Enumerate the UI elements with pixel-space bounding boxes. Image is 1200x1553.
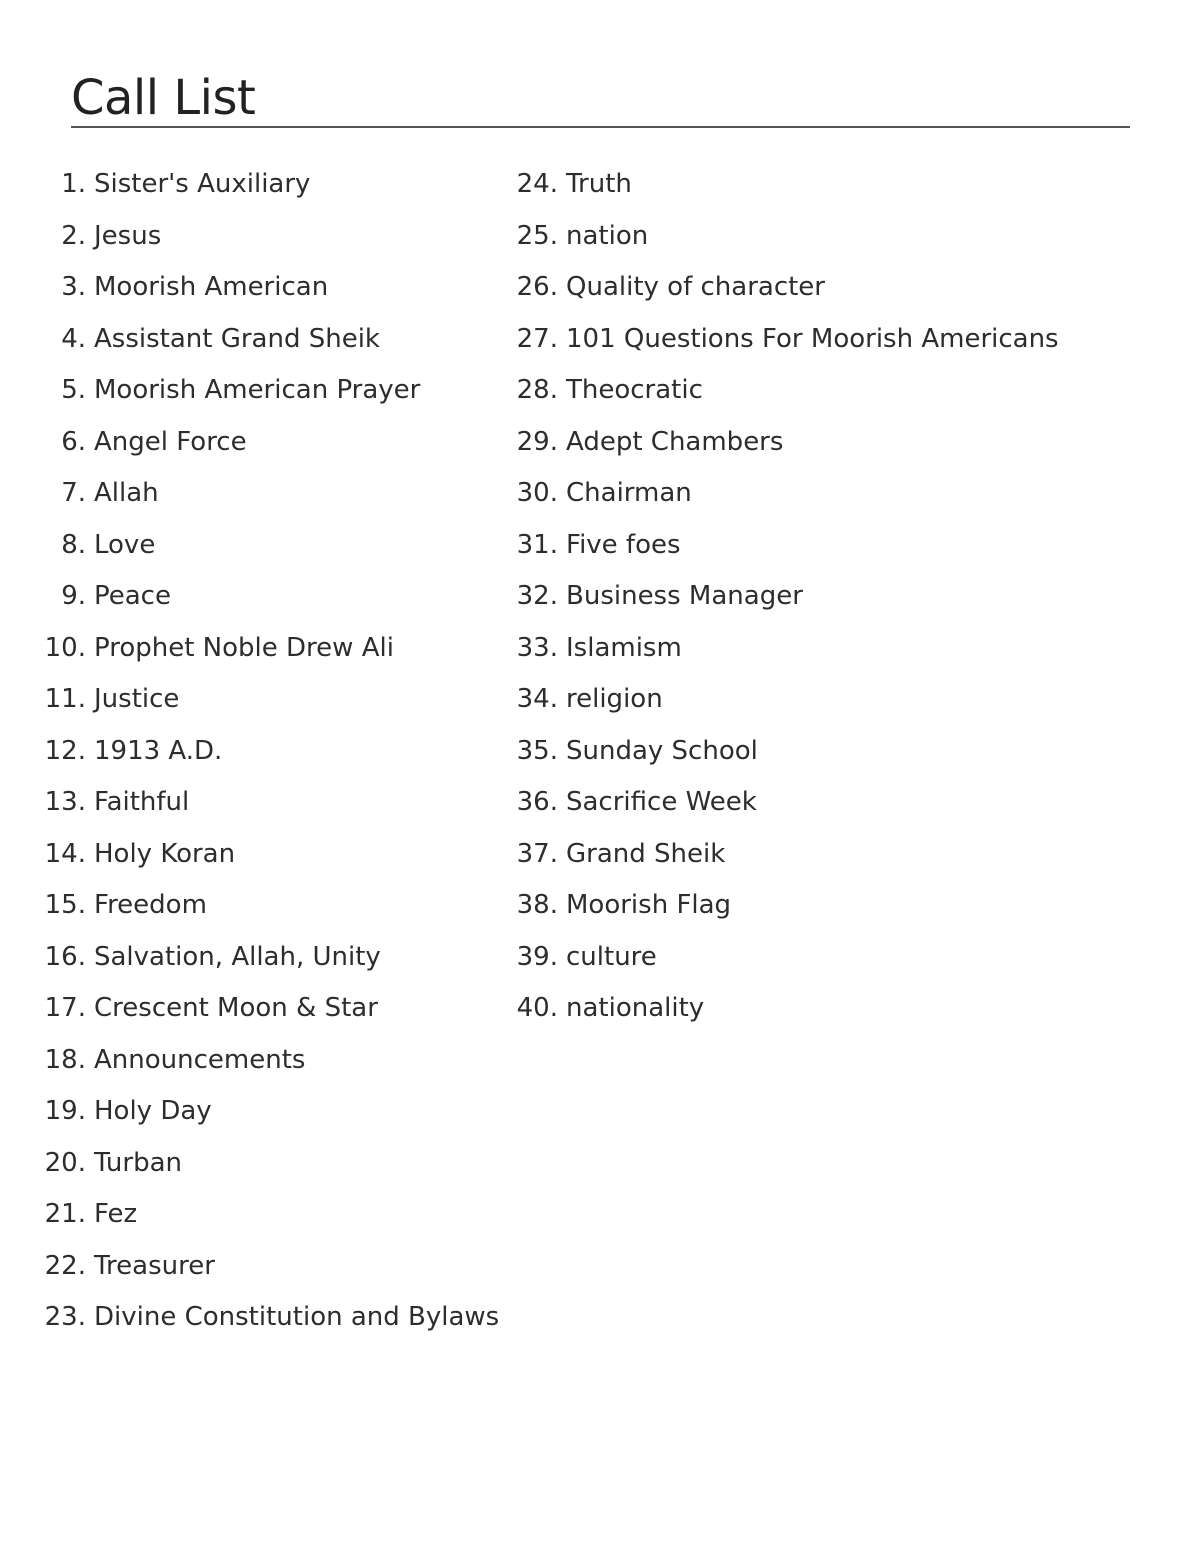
list-item [40, 983, 510, 1035]
list-item [40, 1292, 510, 1344]
list-item-number: 7. [61, 478, 86, 508]
list-item-number: 34. [516, 684, 558, 714]
list-item-text: Grand Sheik [566, 838, 726, 869]
list-item [512, 777, 1152, 829]
list-item [512, 417, 1152, 469]
list-item-number: 6. [61, 426, 86, 457]
list-item-text: nationality [566, 993, 705, 1023]
list-item-number: 23. [44, 1302, 86, 1332]
list-item-text: Chairman [566, 478, 692, 508]
list-item-number: 2. [61, 220, 86, 251]
list-item-text: Moorish American [94, 272, 329, 302]
list-item-text: Assistant Grand Sheik [94, 323, 380, 354]
list-item [40, 365, 510, 417]
list-item-number: 3. [61, 272, 86, 302]
list-item [40, 674, 510, 726]
list-item-text: Announcements [94, 1044, 306, 1075]
list-item-text: culture [566, 941, 657, 972]
list-item [512, 829, 1152, 881]
list-item [512, 983, 1152, 1035]
list-item [40, 417, 510, 469]
list-item-text: Justice [94, 684, 180, 714]
list-item-text: Sacrifice Week [566, 787, 757, 817]
list-item-text: 101 Questions For Moorish Americans [566, 323, 1059, 354]
list-item [512, 314, 1152, 366]
list-item-number: 36. [516, 787, 558, 817]
list-item-text: Sister's Auxiliary [94, 169, 311, 199]
list-item [512, 468, 1152, 520]
list-item [40, 468, 510, 520]
list-item-text: Peace [94, 581, 171, 611]
list-item [40, 829, 510, 881]
list-item-number: 11. [44, 684, 86, 714]
list-item-number: 38. [516, 890, 558, 920]
list-item-number: 28. [516, 375, 558, 405]
list-item-number: 39. [516, 941, 558, 972]
list-item-text: Allah [94, 478, 159, 508]
list-item [512, 211, 1152, 263]
list-item-number: 40. [516, 993, 558, 1023]
list-item [512, 674, 1152, 726]
list-item-number: 12. [44, 735, 86, 766]
list-item-number: 29. [516, 426, 558, 457]
title-divider [71, 126, 1130, 128]
list-item-text: Holy Koran [94, 838, 236, 869]
list-item-text: Angel Force [94, 426, 247, 457]
list-item-number: 20. [44, 1147, 86, 1178]
call-list-column-1 [40, 159, 510, 1344]
list-item-number: 22. [44, 1250, 86, 1281]
list-item-text: Salvation, Allah, Unity [94, 941, 381, 972]
list-item [40, 314, 510, 366]
list-item [40, 880, 510, 932]
list-item-text: Business Manager [566, 581, 803, 611]
list-item-text: Quality of character [566, 272, 825, 302]
list-item-number: 15. [44, 890, 86, 920]
list-item-number: 14. [44, 838, 86, 869]
list-item-number: 27. [516, 323, 558, 354]
list-item-text: Divine Constitution and Bylaws [94, 1302, 500, 1332]
list-item-number: 19. [44, 1096, 86, 1126]
list-item [40, 520, 510, 572]
list-item [512, 880, 1152, 932]
list-item [40, 726, 510, 778]
list-item [40, 623, 510, 675]
list-item-text: Theocratic [566, 375, 703, 405]
list-item-number: 32. [516, 581, 558, 611]
list-item [40, 1086, 510, 1138]
list-item-number: 18. [44, 1044, 86, 1075]
list-item [40, 571, 510, 623]
list-item-text: Crescent Moon & Star [94, 993, 378, 1023]
list-item-number: 17. [44, 993, 86, 1023]
list-item [512, 932, 1152, 984]
list-item [40, 1035, 510, 1087]
list-item-text: Fez [94, 1199, 138, 1229]
list-item-number: 37. [516, 838, 558, 869]
list-item [40, 211, 510, 263]
list-item-text: nation [566, 220, 649, 251]
list-item-text: Sunday School [566, 735, 758, 766]
list-item-text: Adept Chambers [566, 426, 784, 457]
list-item-number: 16. [44, 941, 86, 972]
list-item-text: Turban [94, 1147, 183, 1178]
list-item [512, 520, 1152, 572]
list-item-number: 1. [61, 169, 86, 199]
list-item [40, 1241, 510, 1293]
list-item-number: 35. [516, 735, 558, 766]
list-item [512, 262, 1152, 314]
list-item-text: 1913 A.D. [94, 735, 223, 766]
list-item-text: Freedom [94, 890, 207, 920]
list-item-number: 31. [516, 529, 558, 560]
list-item [40, 932, 510, 984]
list-item-number: 8. [61, 529, 86, 560]
list-item-number: 13. [44, 787, 86, 817]
list-item [512, 726, 1152, 778]
list-item [40, 1189, 510, 1241]
list-item-text: Moorish Flag [566, 890, 732, 920]
list-item-text: religion [566, 684, 663, 714]
list-item-text: Love [94, 529, 156, 560]
list-item-number: 24. [516, 169, 558, 199]
list-item [40, 159, 510, 211]
list-item-number: 26. [516, 272, 558, 302]
call-list-column-2 [512, 159, 1152, 1035]
list-item [40, 1138, 510, 1190]
list-item-number: 5. [61, 375, 86, 405]
list-item-number: 9. [61, 581, 86, 611]
list-item-number: 10. [44, 632, 86, 663]
list-item [512, 571, 1152, 623]
list-item-text: Truth [566, 169, 632, 199]
list-item-text: Treasurer [94, 1250, 215, 1281]
list-item [40, 262, 510, 314]
list-item-number: 25. [516, 220, 558, 251]
list-item-text: Islamism [566, 632, 682, 663]
list-item-number: 21. [44, 1199, 86, 1229]
list-item [512, 623, 1152, 675]
list-item [512, 365, 1152, 417]
list-item-text: Jesus [94, 220, 162, 251]
list-item-text: Prophet Noble Drew Ali [94, 632, 394, 663]
list-item-number: 4. [61, 323, 86, 354]
list-item [40, 777, 510, 829]
list-item-text: Holy Day [94, 1096, 212, 1126]
list-item-text: Moorish American Prayer [94, 375, 421, 405]
list-item-number: 33. [516, 632, 558, 663]
list-item-text: Faithful [94, 787, 190, 817]
list-item-number: 30. [516, 478, 558, 508]
page-title: Call List [71, 70, 256, 126]
list-item [512, 159, 1152, 211]
list-item-text: Five foes [566, 529, 681, 560]
